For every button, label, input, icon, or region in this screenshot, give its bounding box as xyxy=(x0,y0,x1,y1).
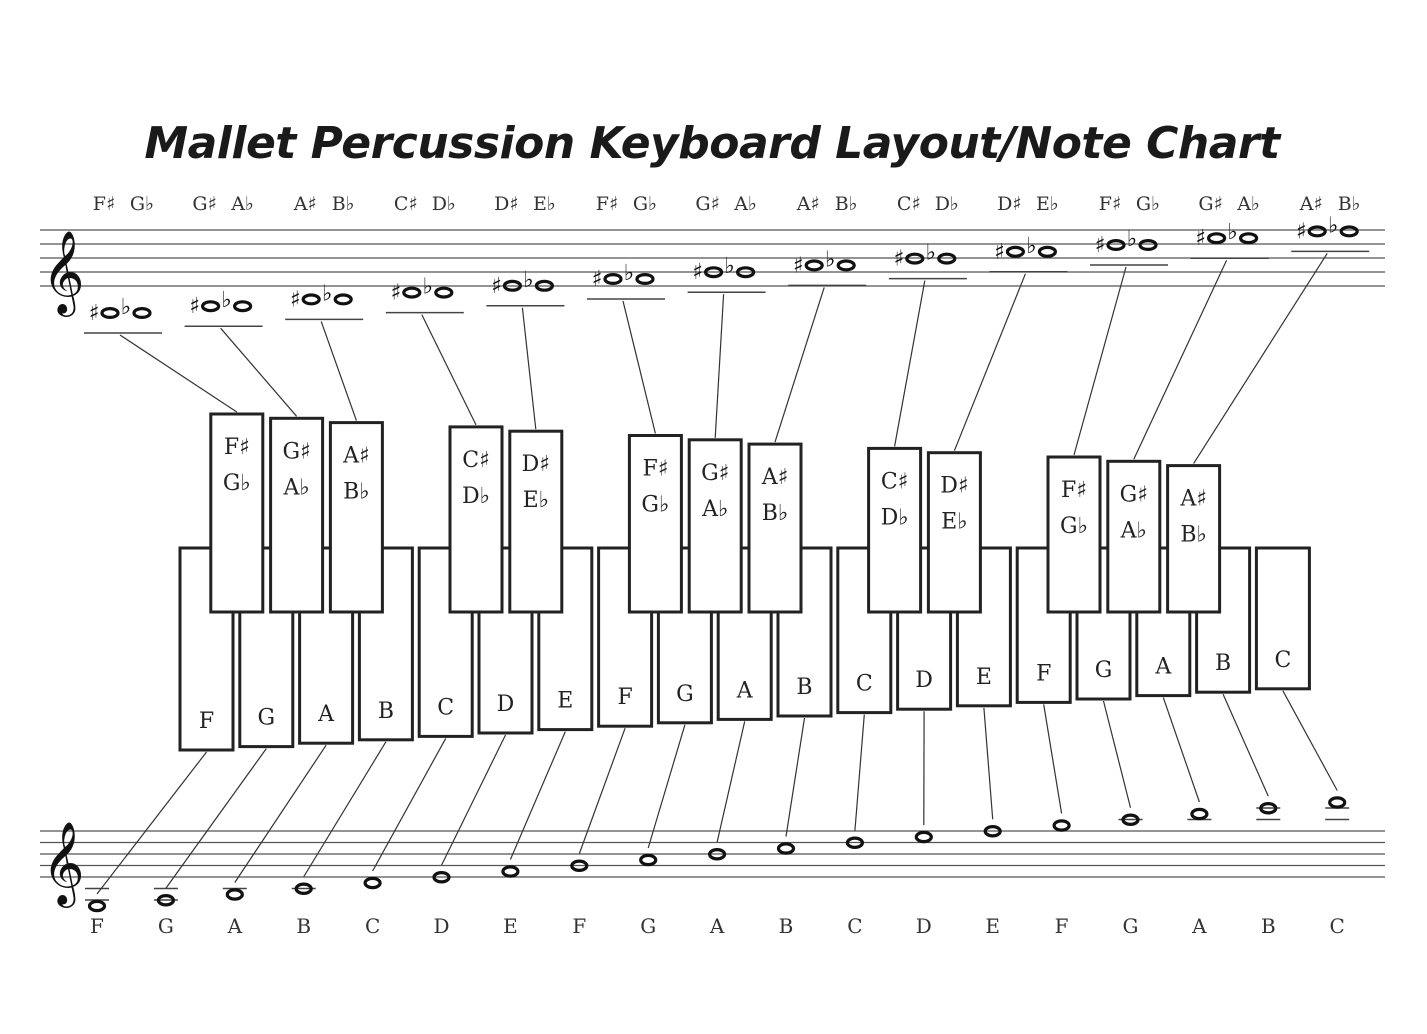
connector-line xyxy=(166,749,266,889)
whole-note-icon xyxy=(916,832,931,841)
note-name-label: G xyxy=(157,914,174,938)
black-key-sharp-label: F♯ xyxy=(223,435,250,460)
connector-line xyxy=(855,715,864,831)
white-key-label: E xyxy=(975,664,992,690)
whole-note-icon xyxy=(1309,227,1325,236)
connector-line xyxy=(304,742,386,877)
black-key-flat-label: D♭ xyxy=(880,505,909,531)
note-name-label: F xyxy=(572,914,587,938)
flat-icon: ♭ xyxy=(925,239,936,266)
sharp-icon: ♯ xyxy=(1295,218,1307,245)
connector-line xyxy=(1163,698,1199,802)
flat-icon: ♭ xyxy=(322,280,333,307)
black-key-flat-label: A♭ xyxy=(702,496,729,522)
connector-line xyxy=(510,732,565,860)
black-key-flat-label: B♭ xyxy=(1180,522,1207,548)
black-key-flat-label: B♭ xyxy=(761,501,789,527)
accidental-sharp-label: C♯ xyxy=(393,193,418,215)
accidental-sharp-label: F♯ xyxy=(1098,193,1122,215)
connector-line xyxy=(717,721,745,842)
white-key-label: G xyxy=(676,681,694,707)
accidental-flat-label: E♭ xyxy=(532,193,556,215)
sharp-icon: ♯ xyxy=(390,279,402,306)
black-key-flat-label: E♭ xyxy=(522,488,550,514)
connector-line xyxy=(221,328,297,416)
connector-line xyxy=(775,287,824,442)
whole-note-icon xyxy=(90,901,105,910)
sharp-icon: ♯ xyxy=(591,266,603,292)
accidental-sharp-label: A♯ xyxy=(796,193,820,215)
black-key-flat-label: E♭ xyxy=(941,509,968,535)
whole-note-icon xyxy=(335,295,351,304)
accidental-sharp-label: G♯ xyxy=(192,193,217,215)
connector-line xyxy=(954,274,1025,451)
accidental-sharp-label: G♯ xyxy=(695,193,720,215)
note-name-label: C xyxy=(847,914,863,938)
whole-note-icon xyxy=(1140,241,1156,250)
flat-icon: ♭ xyxy=(1328,212,1339,239)
connector-line xyxy=(1104,701,1131,808)
white-key-label: C xyxy=(437,695,455,721)
black-key-flat-label: A♭ xyxy=(1120,518,1147,544)
connector-line xyxy=(1194,253,1328,463)
whole-note-icon xyxy=(404,288,420,297)
sharp-icon: ♯ xyxy=(88,300,100,326)
whole-note-icon xyxy=(637,275,653,284)
black-key-sharp-label: G♯ xyxy=(282,439,311,465)
whole-note-icon xyxy=(503,867,518,876)
accidental-sharp-label: G♯ xyxy=(1198,193,1223,215)
connector-line xyxy=(984,708,993,819)
black-key-sharp-label: G♯ xyxy=(1119,482,1148,508)
flat-icon: ♭ xyxy=(1126,226,1138,252)
whole-note-icon xyxy=(605,275,621,284)
white-key-label: D xyxy=(496,692,515,717)
black-key-flat-label: G♭ xyxy=(1060,514,1088,539)
white-key-label: G xyxy=(257,705,276,731)
black-key-sharp-label: D♯ xyxy=(521,452,550,478)
accidental-sharp-label: D♯ xyxy=(494,193,519,215)
connector-line xyxy=(522,308,535,429)
whole-note-icon xyxy=(365,878,380,887)
black-key-sharp-label: D♯ xyxy=(940,473,969,499)
lower-staff xyxy=(40,798,1385,938)
accidental-sharp-label: A♯ xyxy=(293,193,317,215)
whole-note-icon xyxy=(1054,821,1069,830)
connector-line xyxy=(422,315,476,425)
whole-note-icon xyxy=(806,261,822,270)
white-key-label: B xyxy=(1215,651,1232,677)
accidental-sharp-label: F♯ xyxy=(595,193,619,215)
accidental-flat-label: B♭ xyxy=(1337,193,1361,215)
sharp-icon: ♯ xyxy=(289,286,301,313)
whole-note-icon xyxy=(1007,247,1023,256)
accidental-sharp-label: D♯ xyxy=(997,193,1022,215)
black-key-sharp-label: C♯ xyxy=(880,469,909,495)
accidental-flat-label: D♭ xyxy=(431,193,456,215)
note-name-label: A xyxy=(709,914,725,938)
black-key-sharp-label: F♯ xyxy=(642,456,669,482)
accidental-keys xyxy=(211,414,1220,612)
white-key-label: B xyxy=(377,698,394,724)
sharp-icon: ♯ xyxy=(491,272,502,299)
treble-clef-icon: 𝄞 xyxy=(42,820,85,904)
accidental-sharp-label: A♯ xyxy=(1299,193,1323,215)
flat-icon: ♭ xyxy=(120,294,132,320)
sharp-icon: ♯ xyxy=(1195,225,1206,252)
white-key-label: C xyxy=(855,671,873,697)
whole-note-icon xyxy=(1341,227,1357,236)
accidental-sharp-label: F♯ xyxy=(92,193,116,215)
black-key-flat-label: A♭ xyxy=(283,475,310,501)
accidental-flat-label: D♭ xyxy=(934,193,959,215)
flat-icon: ♭ xyxy=(422,273,433,300)
note-name-label: C xyxy=(1329,914,1345,938)
upper-staff xyxy=(40,193,1385,333)
black-key-sharp-label: A♯ xyxy=(1180,486,1207,512)
sharp-icon: ♯ xyxy=(189,293,200,320)
white-key-label: F xyxy=(1036,661,1052,687)
whole-note-icon xyxy=(838,261,854,270)
black-key-sharp-label: F♯ xyxy=(1061,478,1087,503)
note-name-label: D xyxy=(915,914,932,938)
white-key-label: F xyxy=(617,685,633,711)
flat-icon: ♭ xyxy=(1026,232,1037,259)
accidental-flat-label: E♭ xyxy=(1035,193,1059,215)
note-name-label: E xyxy=(503,914,518,938)
white-key-label: E xyxy=(557,688,574,714)
accidental-flat-label: G♭ xyxy=(632,193,658,215)
connector-line xyxy=(442,735,506,865)
whole-note-icon xyxy=(235,302,251,311)
treble-clef-icon: 𝄞 xyxy=(42,229,85,313)
black-key-flat-label: G♭ xyxy=(641,492,670,518)
whole-note-icon xyxy=(203,302,219,311)
accidental-sharp-label: C♯ xyxy=(896,193,921,215)
accidental-flat-label: G♭ xyxy=(129,193,155,215)
flat-icon: ♭ xyxy=(221,287,232,314)
white-key-label: G xyxy=(1094,658,1113,683)
sharp-icon: ♯ xyxy=(1094,232,1106,258)
whole-note-icon xyxy=(1108,241,1124,250)
accidental-flat-label: B♭ xyxy=(834,193,858,215)
whole-note-icon xyxy=(1039,247,1055,256)
note-name-label: E xyxy=(985,914,1001,938)
flat-icon: ♭ xyxy=(724,253,735,280)
whole-note-icon xyxy=(1241,234,1257,243)
accidental-flat-label: A♭ xyxy=(1237,193,1260,215)
note-name-label: D xyxy=(433,914,450,938)
white-key-label: A xyxy=(318,702,335,728)
note-name-label: G xyxy=(640,914,657,938)
flat-icon: ♭ xyxy=(825,246,836,273)
flat-icon: ♭ xyxy=(523,266,534,293)
connector-line xyxy=(321,321,356,420)
connector-line xyxy=(895,281,925,447)
whole-note-icon xyxy=(227,890,242,899)
flat-icon: ♭ xyxy=(623,260,635,286)
sharp-icon: ♯ xyxy=(692,259,703,286)
black-key-flat-label: G♭ xyxy=(222,471,251,496)
connector-line xyxy=(715,294,723,438)
sharp-icon: ♯ xyxy=(893,245,905,272)
sharp-icon: ♯ xyxy=(994,238,1005,265)
connector-line xyxy=(373,738,446,871)
connector-line xyxy=(97,752,207,894)
connector-line xyxy=(579,728,625,854)
connector-line xyxy=(1223,694,1268,796)
note-name-label: F xyxy=(90,914,104,938)
connector-line xyxy=(648,725,685,848)
black-key-sharp-label: A♯ xyxy=(761,465,789,491)
white-key-label: A xyxy=(1155,654,1172,680)
whole-note-icon xyxy=(303,295,319,304)
black-key-sharp-label: G♯ xyxy=(701,460,730,486)
connector-line xyxy=(1134,260,1227,459)
note-name-label: A xyxy=(1192,914,1207,938)
note-name-label: F xyxy=(1054,914,1069,938)
note-name-label: C xyxy=(364,914,381,938)
connector-line xyxy=(786,718,805,837)
accidental-flat-label: A♭ xyxy=(231,193,254,215)
accidental-flat-label: B♭ xyxy=(331,193,355,215)
white-key-label: D xyxy=(915,668,933,694)
whole-note-icon xyxy=(641,855,656,864)
white-key-label: F xyxy=(198,709,215,734)
white-key-label: C xyxy=(1274,647,1292,673)
note-name-label: B xyxy=(778,914,794,938)
whole-note-icon xyxy=(102,309,118,318)
chart-title: Mallet Percussion Keyboard Layout/Note Chart xyxy=(144,118,1280,169)
whole-note-icon xyxy=(1192,809,1207,818)
black-key-flat-label: B♭ xyxy=(343,479,370,505)
note-name-label: A xyxy=(227,914,243,938)
black-key-sharp-label: C♯ xyxy=(462,447,490,473)
accidental-flat-label: A♭ xyxy=(734,193,757,215)
whole-note-icon xyxy=(436,288,452,297)
whole-note-icon xyxy=(779,844,794,853)
note-name-label: B xyxy=(296,914,312,938)
whole-note-icon xyxy=(1209,234,1225,243)
accidental-flat-label: G♭ xyxy=(1135,193,1161,215)
connector-line xyxy=(1044,704,1062,813)
connector-line xyxy=(120,335,237,412)
note-name-label: G xyxy=(1122,914,1139,938)
white-key-label: B xyxy=(796,675,813,700)
connector-line xyxy=(1283,691,1337,791)
whole-note-icon xyxy=(134,309,150,318)
whole-note-icon xyxy=(1330,798,1345,807)
sharp-icon: ♯ xyxy=(792,252,804,279)
black-key-sharp-label: A♯ xyxy=(343,443,370,469)
black-key-flat-label: D♭ xyxy=(461,483,491,509)
connector-line xyxy=(1074,267,1126,455)
white-key-label: A xyxy=(736,678,753,704)
connector-line xyxy=(623,301,655,434)
note-name-label: B xyxy=(1260,914,1276,938)
flat-icon: ♭ xyxy=(1227,219,1238,246)
